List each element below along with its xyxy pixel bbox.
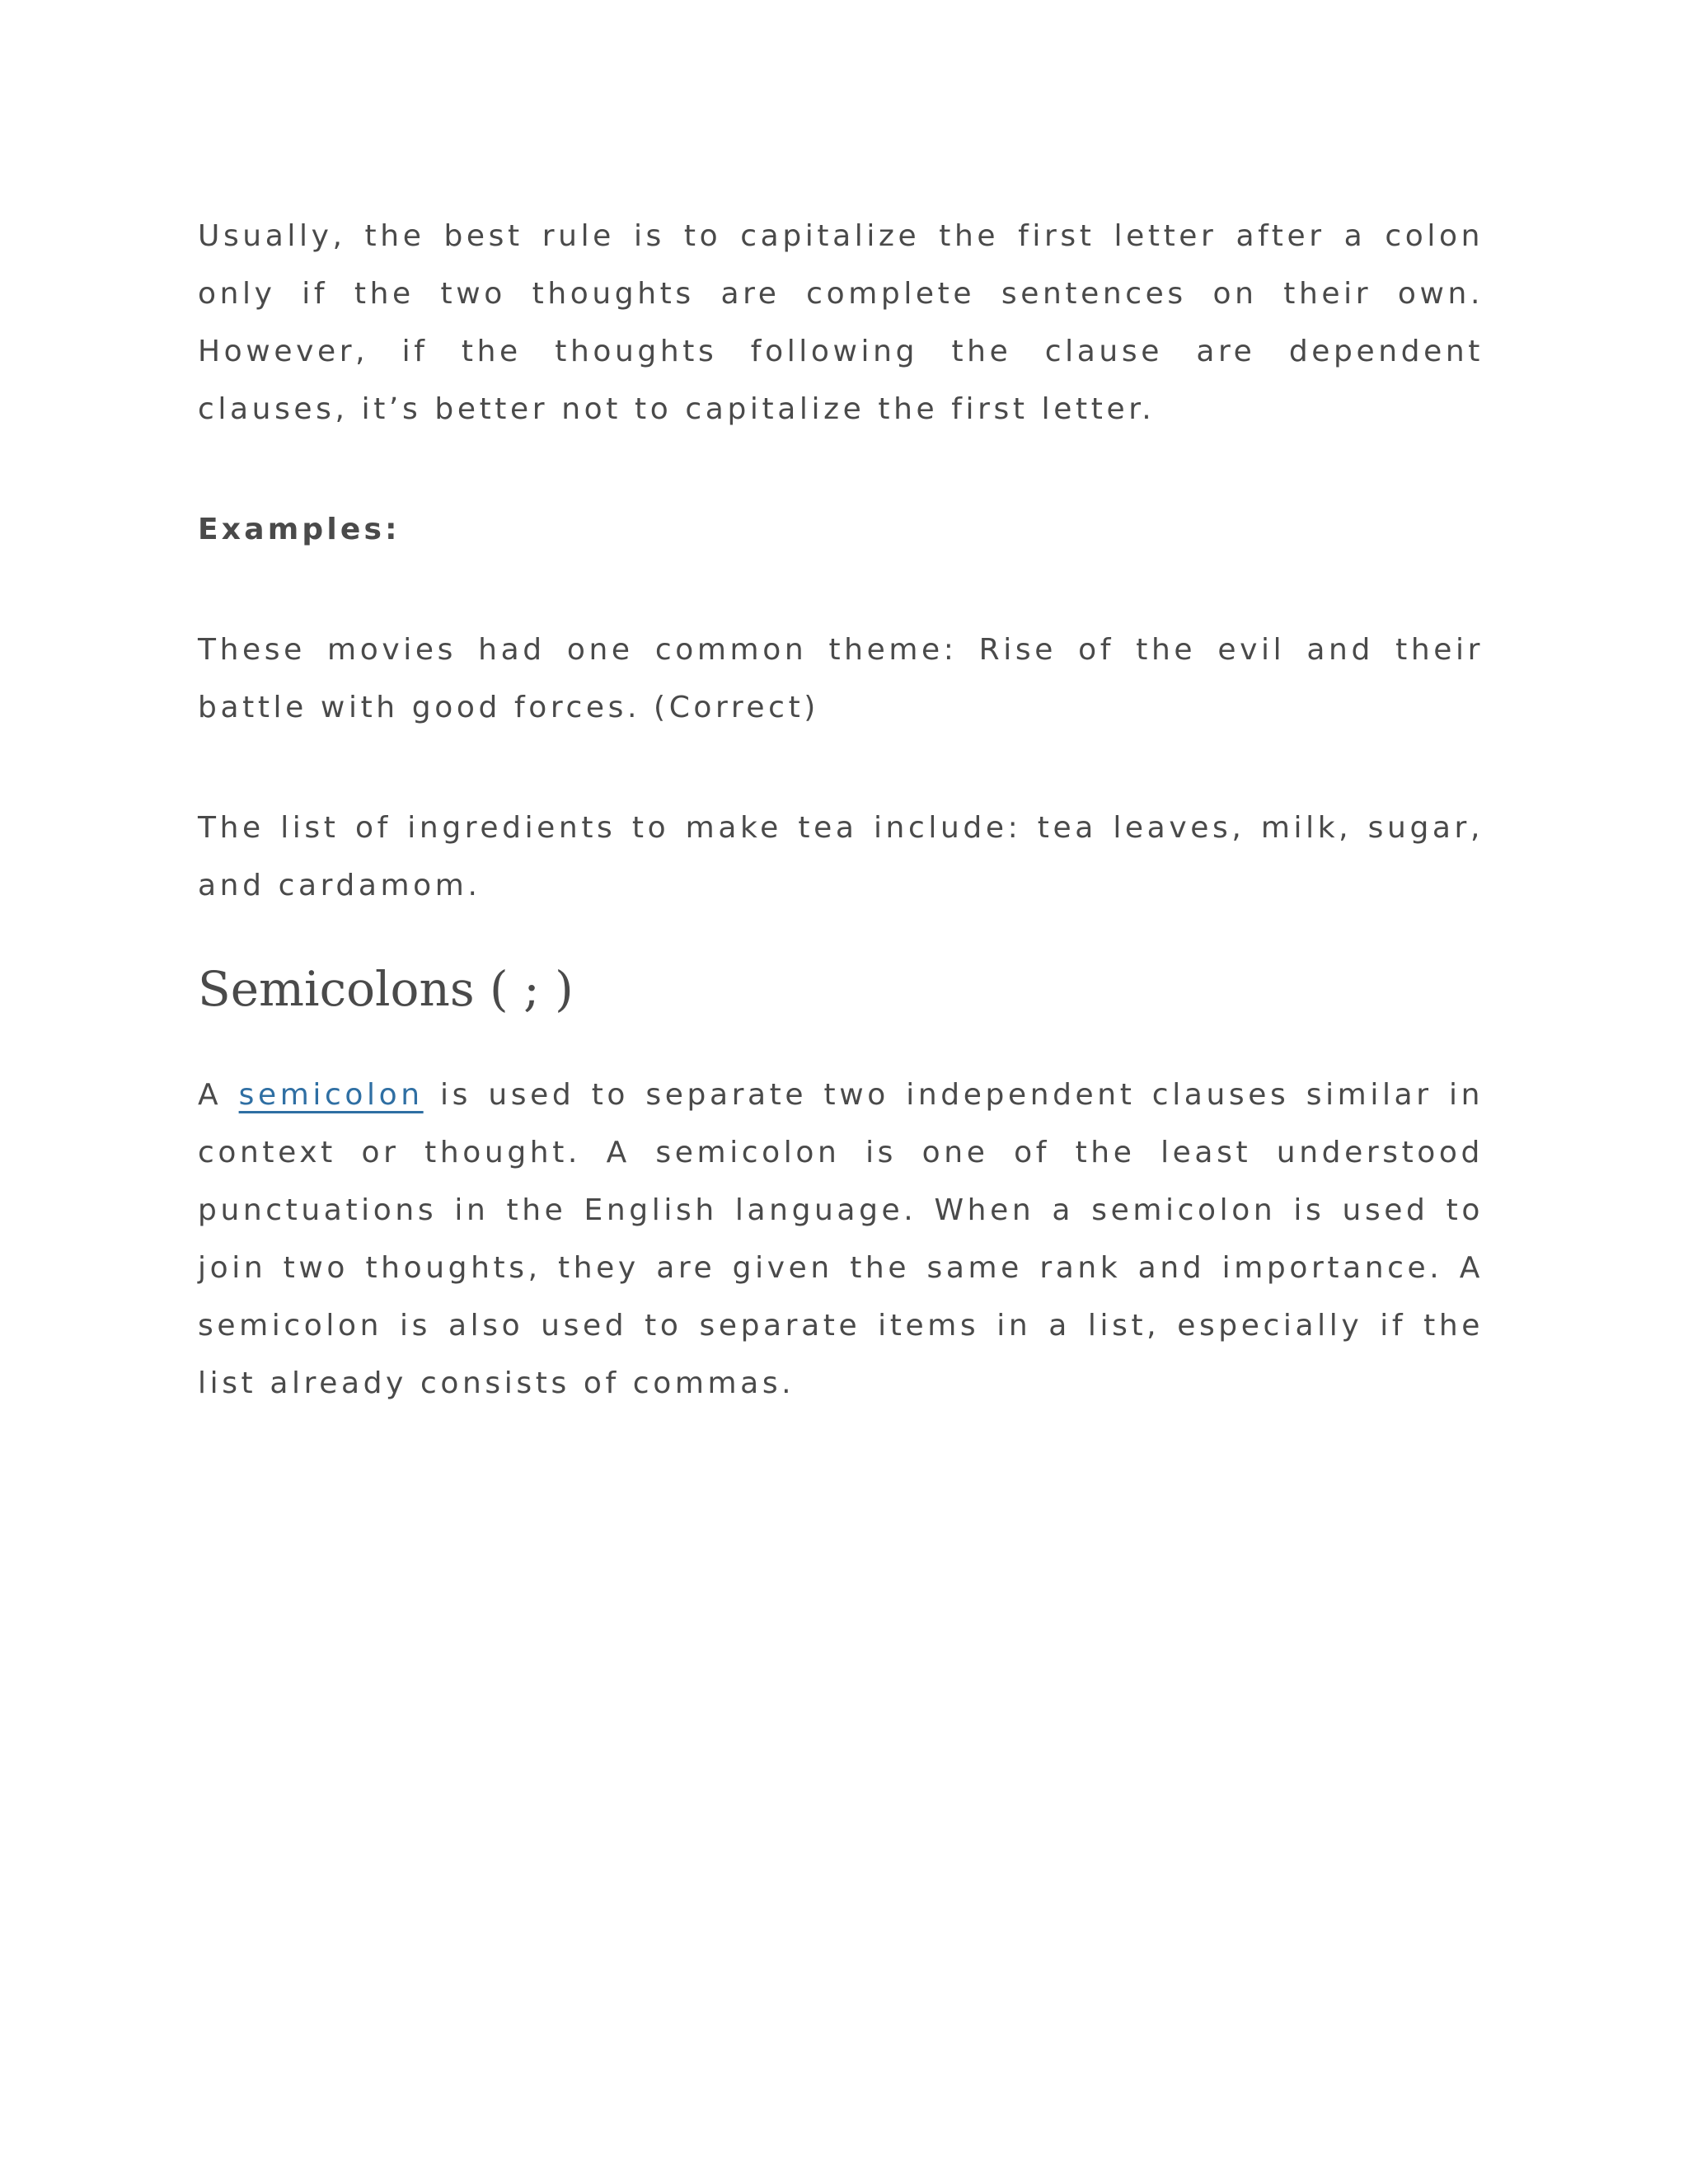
intro-paragraph: Usually, the best rule is to capitalize the first letter after a colon only if the two thoughts are complete sentences on their own. However, if the thoughts following the clause are dependent clauses, it’s better not to capitalize the first letter.	[198, 219, 1484, 426]
semicolon-link[interactable]: semicolon	[238, 1078, 424, 1112]
semicolon-paragraph-lead: A	[198, 1078, 239, 1112]
semicolon-paragraph	[198, 1066, 1484, 1413]
examples-label: Examples:	[198, 513, 401, 546]
document-page	[198, 208, 1484, 1413]
example-paragraph-1: These movies had one common theme: Rise of the evil and their battle with good forces. (Correct)	[198, 633, 1484, 724]
semicolon-paragraph-rest: is used to separate two independent clauses similar in context or thought. A semicolon is one of the least understood punctuations in the English language. When a semicolon is used to join two thoughts, they are given the same rank and importance. A semicolon is also used to separate items in a list, especially if the list already consists of commas.	[198, 1078, 1484, 1400]
example-paragraph-2: The list of ingredients to make tea include: tea leaves, milk, sugar, and cardamom.	[198, 811, 1484, 902]
section-heading: Semicolons ( ; )	[198, 961, 574, 1017]
